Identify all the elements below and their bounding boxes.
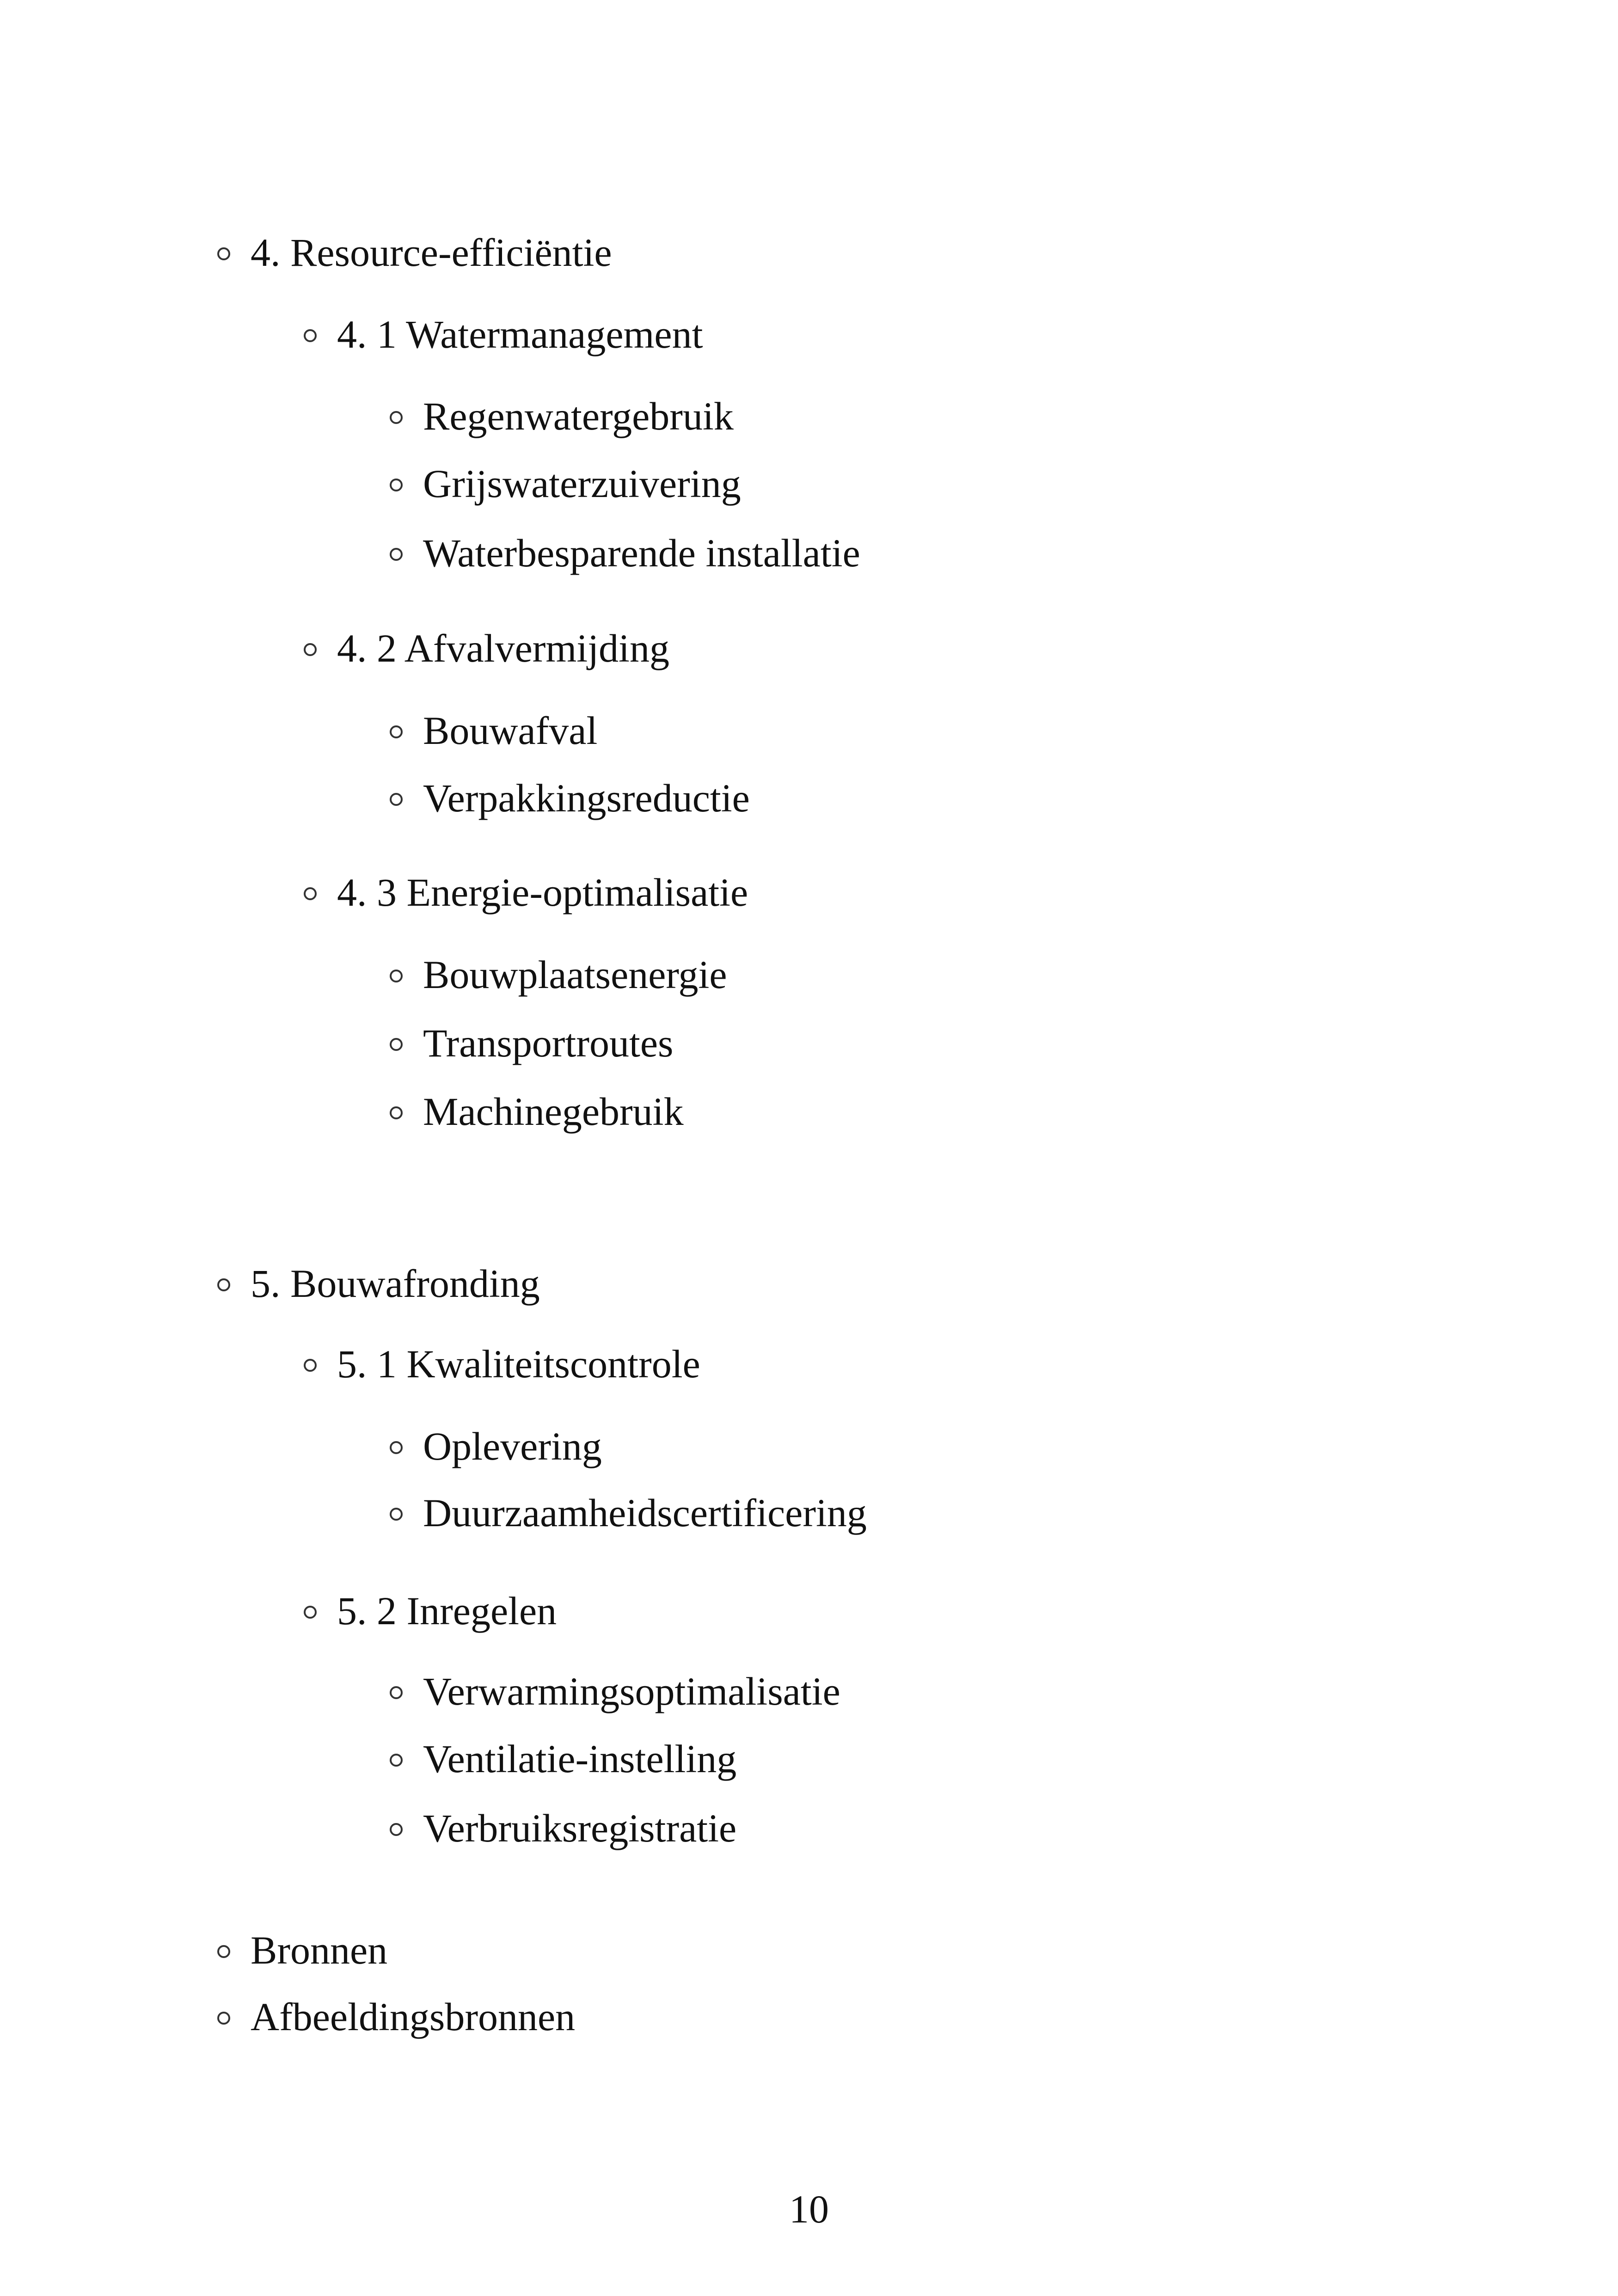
outline-item-label: Bronnen <box>251 1928 388 1972</box>
list-item <box>390 530 860 576</box>
list-item-label: Ventilatie-instelling <box>423 1737 737 1781</box>
circle-bullet-icon <box>390 725 403 738</box>
outline-item-bronnen <box>217 1927 387 1973</box>
outline-item-label: 4. Resource-efficiëntie <box>251 230 612 275</box>
list-item-label: Machinegebruik <box>423 1089 684 1134</box>
list-item-label: Grijswaterzuivering <box>423 461 741 506</box>
outline-item-section-5 <box>217 1260 540 1307</box>
circle-bullet-icon <box>390 1106 403 1119</box>
circle-bullet-icon <box>217 247 230 260</box>
circle-bullet-icon <box>390 1038 403 1051</box>
circle-bullet-icon <box>390 479 403 491</box>
list-item-label: Verpakkingsreductie <box>423 776 750 820</box>
list-item-label: Verbruiksregistratie <box>423 1806 737 1850</box>
outline-item-4-1 <box>304 311 703 357</box>
list-item-label: Oplevering <box>423 1424 602 1468</box>
list-item-label: Duurzaamheidscertificering <box>423 1491 867 1535</box>
outline-item-afbeeldingsbronnen <box>217 1994 575 2040</box>
list-item <box>390 1668 840 1714</box>
list-item <box>390 1490 867 1536</box>
list-item <box>390 1423 602 1469</box>
circle-bullet-icon <box>304 887 317 900</box>
circle-bullet-icon <box>217 1278 230 1291</box>
circle-bullet-icon <box>304 1606 317 1619</box>
list-item-label: Regenwatergebruik <box>423 394 734 438</box>
circle-bullet-icon <box>390 1441 403 1454</box>
outline-item-5-1 <box>304 1341 700 1387</box>
list-item-label: Waterbesparende installatie <box>423 531 860 575</box>
outline-item-label: 4. 1 Watermanagement <box>337 312 703 356</box>
outline-item-5-2 <box>304 1588 557 1634</box>
circle-bullet-icon <box>390 793 403 806</box>
circle-bullet-icon <box>304 643 317 656</box>
list-item <box>390 1020 674 1066</box>
circle-bullet-icon <box>390 1508 403 1521</box>
outline-item-label: 5. 1 Kwaliteitscontrole <box>337 1342 700 1386</box>
outline-item-label: 4. 2 Afvalvermijding <box>337 626 669 670</box>
list-item <box>390 707 597 754</box>
list-item <box>390 1088 684 1135</box>
list-item <box>390 952 727 998</box>
outline-item-section-4 <box>217 229 612 276</box>
list-item <box>390 775 750 821</box>
outline-item-label: 5. 2 Inregelen <box>337 1589 557 1633</box>
circle-bullet-icon <box>304 1359 317 1372</box>
outline-item-label: 4. 3 Energie-optimalisatie <box>337 870 748 915</box>
list-item-label: Transportroutes <box>423 1021 674 1065</box>
circle-bullet-icon <box>390 1754 403 1767</box>
list-item-label: Bouwplaatsenergie <box>423 952 727 997</box>
circle-bullet-icon <box>304 329 317 342</box>
list-item-label: Bouwafval <box>423 708 598 753</box>
circle-bullet-icon <box>390 411 403 424</box>
outline-item-4-3 <box>304 869 748 915</box>
list-item <box>390 1736 736 1782</box>
circle-bullet-icon <box>217 1945 230 1958</box>
circle-bullet-icon <box>217 2012 230 2025</box>
list-item-label: Verwarmingsoptimalisatie <box>423 1669 840 1713</box>
circle-bullet-icon <box>390 1686 403 1699</box>
outline-item-label: Afbeeldingsbronnen <box>251 1995 576 2039</box>
list-item <box>390 1805 736 1851</box>
circle-bullet-icon <box>390 548 403 561</box>
circle-bullet-icon <box>390 1823 403 1836</box>
circle-bullet-icon <box>390 970 403 982</box>
outline-item-label: 5. Bouwafronding <box>251 1261 540 1306</box>
list-item <box>390 393 734 439</box>
list-item <box>390 460 741 507</box>
page-number: 10 <box>789 2187 829 2231</box>
outline-item-4-2 <box>304 625 669 671</box>
